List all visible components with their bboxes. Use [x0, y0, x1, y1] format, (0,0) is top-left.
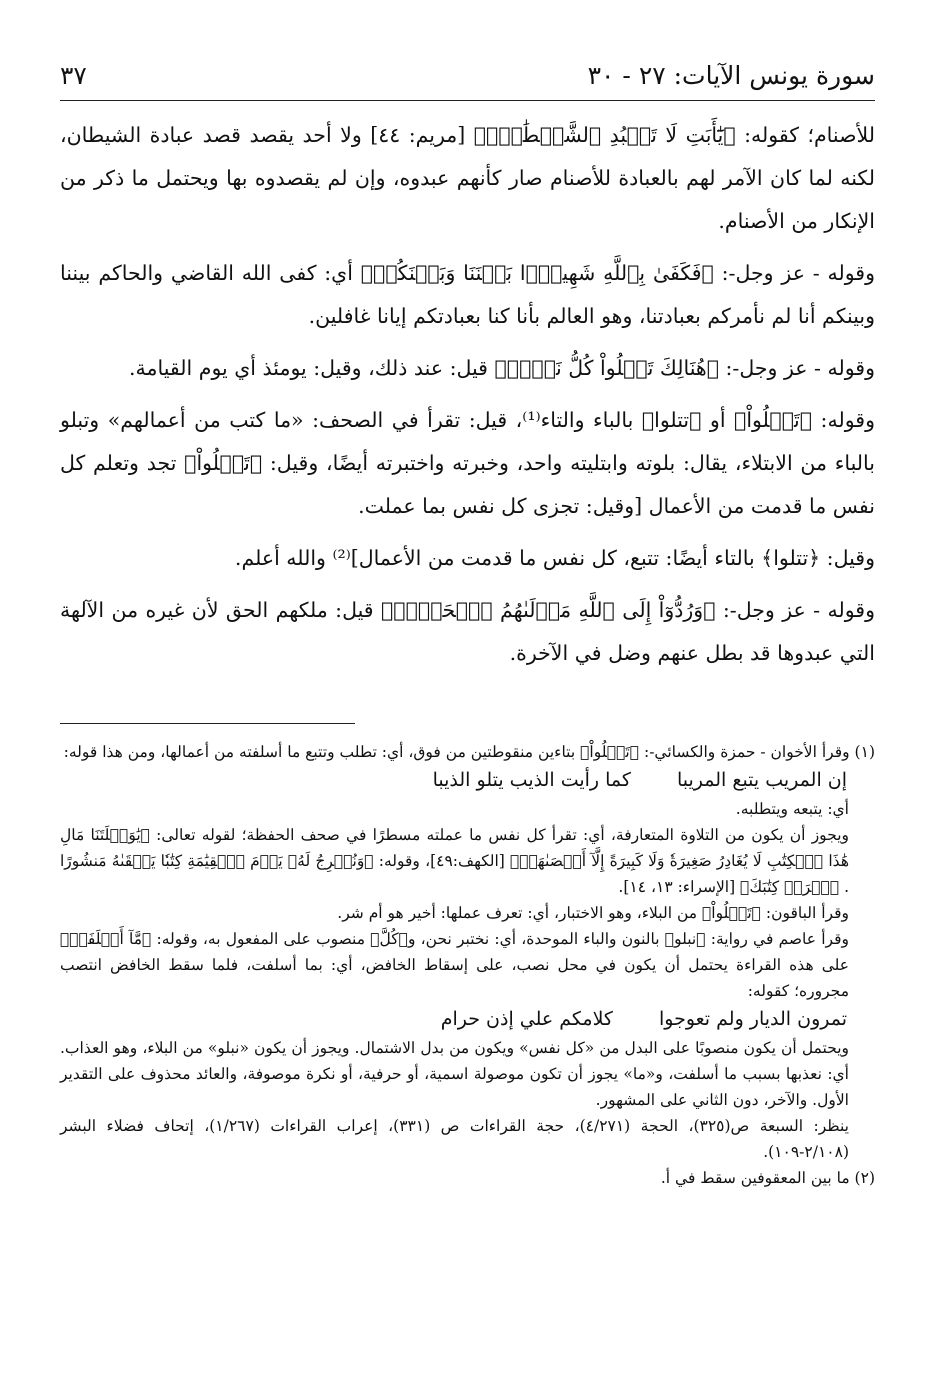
verse-hemistich: إن المريب يتبع المريبا	[676, 769, 847, 791]
body-paragraph: وقوله - عز وجل-: ﴿فَكَفَىٰ بِٱللَّهِ شَهِيدَۢا بَيۡنَنَا وَبَيۡنَكُمۡ﴾ أي: كفى الله القاضي والحاكم بيننا وبينكم أنا لم نأمركم بعبادتنا، وهو العالم بأنا كنا بعبادتكم إيانا غافلين.	[60, 261, 875, 328]
page-number: ٣٧	[60, 61, 87, 90]
footnote-paragraph: وقرأ عاصم في رواية: ﴿نبلو﴾ بالنون والباء الموحدة، أي: نختبر نحن، و﴿كُلَّ﴾ منصوب على المفعول به، وقوله: ﴿مَّآ أَسۡلَفَتۡ﴾ على هذه القراءة يحتمل أن يكون في محل نصب، على إسقاط الخافض، أي: بما أسلفت، فلما سقط الخافض انتصب مجروره؛ كقوله:	[60, 930, 849, 1000]
poetry-verse-1	[60, 765, 875, 796]
running-header	[60, 56, 875, 96]
footnote-2: (٢) ما بين المعقوفين سقط في أ.	[660, 1169, 875, 1187]
running-title: سورة يونس الآيات: ٢٧ - ٣٠	[587, 61, 875, 90]
document-page	[60, 28, 875, 1368]
body-paragraph: للأصنام؛ كقوله: ﴿يَٰٓأَبَتِ لَا تَعۡبُدِ ٱلشَّيۡطَٰنَۖ﴾ [مريم: ٤٤] ولا أحد يقصد قصد عبادة الشيطان، لكنه لما كان الآمر لهم بالعبادة للأصنام صار كأنهم عبدوه، وإن لم يقصدوه بها ويحتمل ما ذكر من الإنكار من الأصنام.	[60, 123, 875, 233]
verse-hemistich: تمرون الديار ولم تعوجوا	[658, 1008, 847, 1030]
verse-hemistich: كلامكم علي إذن حرام	[440, 1008, 613, 1030]
footnote-1-intro: (١) وقرأ الأخوان - حمزة والكسائي-: ﴿تَتۡلُواْ﴾ بتاءين منقوطتين من فوق، أي: تطلب وتتبع ما أسلفته من أعمالها، ومن هذا قوله:	[63, 743, 875, 761]
verse-hemistich: كما رأيت الذيب يتلو الذيبا	[432, 769, 631, 791]
body-paragraph: وقيل: ﴿تتلوا﴾ بالتاء أيضًا: تتبع، كل نفس ما قدمت من الأعمال]⁽²⁾ والله أعلم.	[234, 546, 875, 570]
footnote-paragraph: ويجوز أن يكون من التلاوة المتعارفة، أي: تقرأ كل نفس ما عملته مسطرًا في صحف الحفظة؛ لقوله تعالى: ﴿يَٰوَيۡلَتَنَا مَالِ هَٰذَا ٱلۡكِتَٰبِ لَا يُغَادِرُ صَغِيرَةٗ وَلَا كَبِيرَةً إِلَّآ أَحۡصَىٰهَاۚ﴾ [الكهف:٤٩]، وقوله: ﴿وَنُخۡرِجُ لَهُۥ يَوۡمَ ٱلۡقِيَٰمَةِ كِتَٰبٗا يَلۡقَىٰهُ مَنشُورًا . ٱقۡرَأۡ كِتَٰبَكَ﴾ [الإسراء: ١٣، ١٤].	[60, 826, 849, 896]
poetry-verse-2	[60, 1004, 875, 1035]
verse-gloss: أي: يتبعه ويتطلبه.	[735, 800, 849, 818]
body-paragraph: وقوله - عز وجل-: ﴿وَرُدُّوٓاْ إِلَى ٱللَّهِ مَوۡلَىٰهُمُ ٱلۡحَقِّۖ﴾ قيل: ملكهم الحق لأن غيره من الآلهة التي عبدوها قد بطل عنهم وضل في الآخرة.	[60, 598, 875, 665]
header-rule	[60, 100, 875, 101]
footnote-sources: ينظر: السبعة ص(٣٢٥)، الحجة (٤/٢٧١)، حجة القراءات ص (٣٣١)، إعراب القراءات (١/٢٦٧)، إتحاف فضلاء البشر (٢/١٠٨-١٠٩).	[60, 1117, 849, 1161]
main-text	[60, 114, 875, 684]
body-paragraph: وقوله - عز وجل-: ﴿هُنَالِكَ تَبۡلُواْ كُلُّ نَفۡسٖ﴾ قيل: عند ذلك، وقيل: يومئذ أي يوم القيامة.	[129, 356, 875, 380]
footnote-separator	[60, 723, 355, 724]
footnotes	[60, 739, 875, 1191]
footnote-paragraph: وقرأ الباقون: ﴿تَبۡلُواْ﴾ من البلاء، وهو الاختبار، أي: تعرف عملها: أخير هو أم شر.	[337, 904, 849, 922]
footnote-paragraph: ويحتمل أن يكون منصوبًا على البدل من «كل نفس» ويكون من بدل الاشتمال. ويجوز أن يكون «نبلو» من البلاء، وهو العذاب. أي: نعذبها بسبب ما أسلفت، و«ما» يجوز أن تكون موصولة اسمية، أو حرفية، أو نكرة موصوفة، والعائد محذوف على التقدير الأول. والآخر، دون الثاني على المشهور.	[60, 1039, 849, 1109]
body-paragraph: وقوله: ﴿تَبۡلُواْ﴾ أو ﴿تتلوا﴾ بالباء والتاء⁽¹⁾، قيل: تقرأ في الصحف: «ما كتب من أعمالهم» وتبلو بالباء من الابتلاء، يقال: بلوته وابتليته واحد، وخبرته واختبرته أيضًا، وقيل: ﴿تَبۡلُواْ﴾ تجد وتعلم كل نفس ما قدمت من الأعمال [وقيل: تجزى كل نفس بما عملت.	[60, 408, 875, 518]
